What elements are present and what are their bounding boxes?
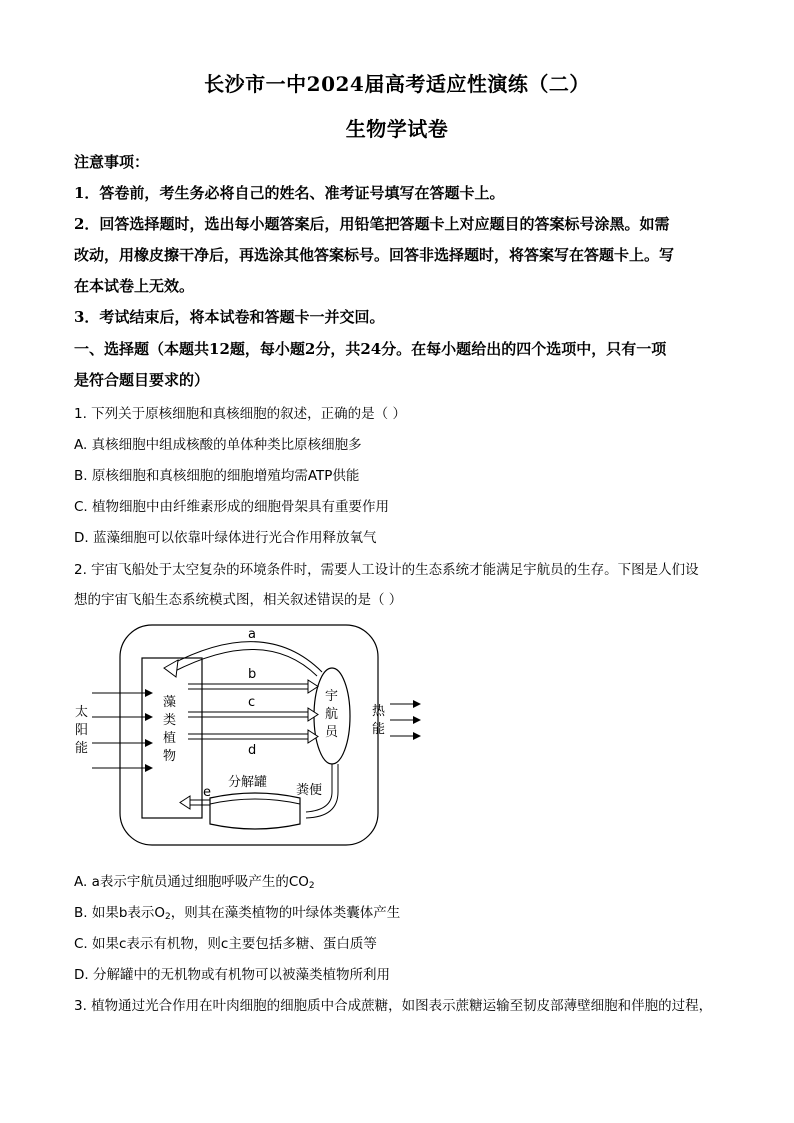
section-1-heading-line-2: 是符合题目要求的） <box>74 371 210 389</box>
exam-subtitle: 生物学试卷 <box>345 117 449 141</box>
heat-char-1: 热 <box>372 704 386 719</box>
label-c: c <box>248 695 256 710</box>
algae-char-4: 物 <box>163 749 177 764</box>
ecosystem-diagram <box>60 620 440 855</box>
algae-char-1: 藻 <box>163 695 177 710</box>
decomposer-label: 分解罐 <box>228 775 268 790</box>
decomposer-tank <box>210 793 300 829</box>
sun-char-1: 太 <box>75 705 89 720</box>
notice-item-2-line-3: 在本试卷上无效。 <box>74 277 195 295</box>
astronaut-char-2: 航 <box>325 707 339 722</box>
label-b: b <box>248 667 257 682</box>
sun-char-2: 阳 <box>75 723 89 738</box>
notice-item-1: 1．答卷前，考生务必将自己的姓名、准考证号填写在答题卡上。 <box>74 184 505 202</box>
algae-char-3: 植 <box>163 731 177 746</box>
label-e: e <box>203 785 211 800</box>
q2-option-b: B. 如果b表示$O_2$，则其在藻类植物的叶绿体类囊体产生 <box>74 905 401 922</box>
astronaut-char-1: 宇 <box>325 689 339 704</box>
feces-label: 粪便 <box>296 783 323 798</box>
q1-stem: 1. 下列关于原核细胞和真核细胞的叙述，正确的是（ ） <box>74 406 406 422</box>
exam-title: 长沙市一中2024届高考适应性演练（二） <box>204 72 590 96</box>
heat-char-2: 能 <box>372 722 386 737</box>
q2-option-c: C. 如果c表示有机物，则c主要包括多糖、蛋白质等 <box>74 936 377 952</box>
label-a: a <box>248 627 256 642</box>
q2-stem-line-1: 2. 宇宙飞船处于太空复杂的环境条件时，需要人工设计的生态系统才能满足宇航员的生存。下图是人们设 <box>74 562 699 578</box>
notice-item-3: 3．考试结束后，将本试卷和答题卡一并交回。 <box>74 308 385 326</box>
sun-char-3: 能 <box>75 741 89 756</box>
q1-option-c: C. 植物细胞中由纤维素形成的细胞骨架具有重要作用 <box>74 499 390 515</box>
notice-item-2-line-1: 2．回答选择题时，选出每小题答案后，用铅笔把答题卡上对应题目的答案标号涂黑。如需 <box>74 215 670 233</box>
q2-option-a: A. a表示宇航员通过细胞呼吸产生的$CO_2$ <box>74 874 315 891</box>
label-d: d <box>248 743 257 758</box>
arrow-a <box>170 642 322 672</box>
notice-heading: 注意事项： <box>74 153 150 171</box>
q1-option-d: D. 蓝藻细胞可以依靠叶绿体进行光合作用释放氧气 <box>74 530 377 546</box>
section-1-heading-line-1: 一、选择题（本题共12题，每小题2分，共24分。在每小题给出的四个选项中，只有一项 <box>74 340 667 358</box>
q2-option-d: D. 分解罐中的无机物或有机物可以被藻类植物所利用 <box>74 967 390 983</box>
arrow-a-head <box>164 660 178 677</box>
q1-option-b: B. 原核细胞和真核细胞的细胞增殖均需ATP供能 <box>74 468 360 484</box>
q2-stem-line-2: 想的宇宙飞船生态系统模式图，相关叙述错误的是（ ） <box>74 592 403 608</box>
q1-option-a: A. 真核细胞中组成核酸的单体种类比原核细胞多 <box>74 437 362 453</box>
algae-char-2: 类 <box>163 713 177 728</box>
q3-stem-line-1: 3. 植物通过光合作用在叶肉细胞的细胞质中合成蔗糖，如图表示蔗糖运输至韧皮部薄壁细胞和伴胞的过程， <box>74 998 713 1014</box>
astronaut-char-3: 员 <box>325 725 339 740</box>
notice-item-2-line-2: 改动，用橡皮擦干净后，再选涂其他答案标号。回答非选择题时，将答案写在答题卡上。写 <box>74 246 675 264</box>
